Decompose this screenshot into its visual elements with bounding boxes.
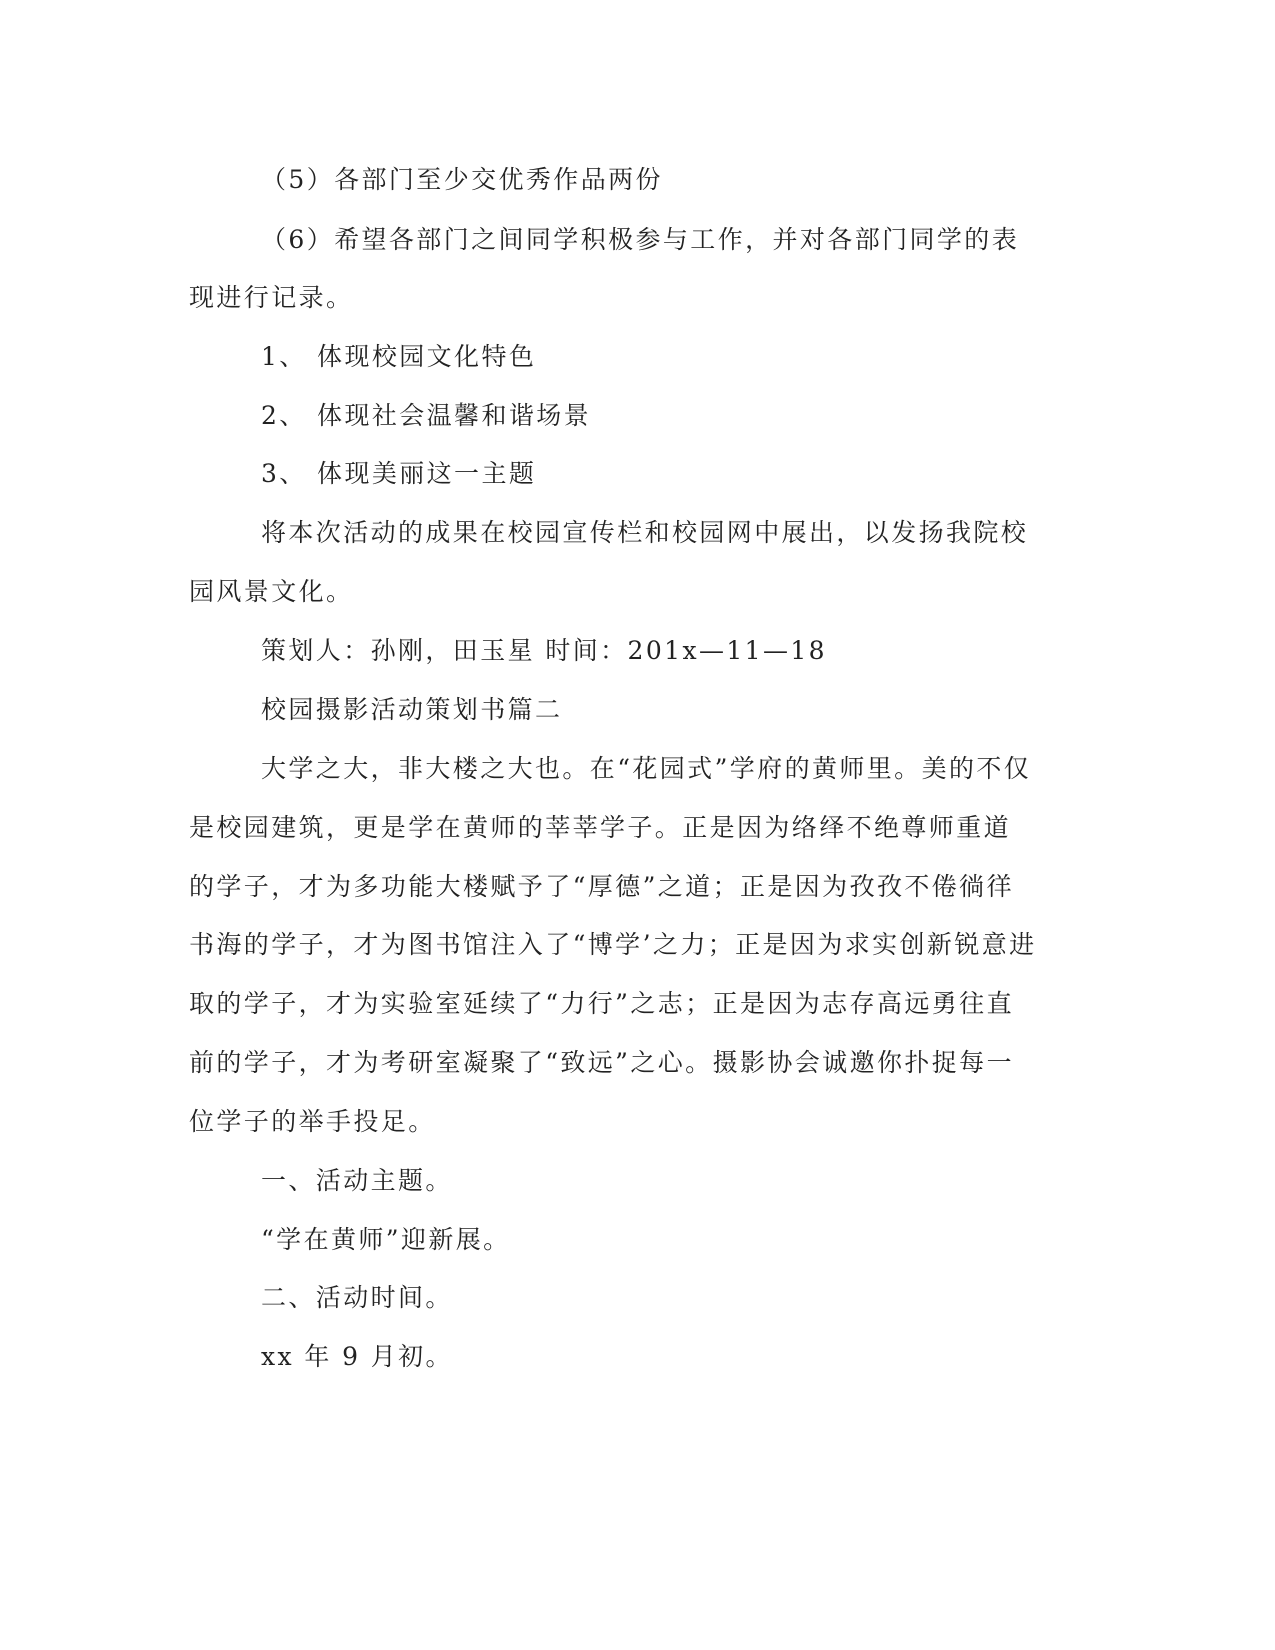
- intro-paragraph-line: 大学之大，非大楼之大也。在“花园式”学府的黄师里。美的不仅: [261, 754, 1032, 783]
- activity-time-value: xx 年 9 月初。: [261, 1342, 453, 1371]
- heading-activity-theme: 一、活动主题。: [261, 1166, 453, 1195]
- activity-theme-value: “学在黄师”迎新展。: [261, 1225, 511, 1254]
- paragraph-exhibition-continuation: 园风景文化。: [189, 577, 354, 606]
- list-item-6: （6）希望各部门之间同学积极参与工作，并对各部门同学的表: [261, 225, 1020, 254]
- point-3: 3、 体现美丽这一主题: [261, 459, 537, 488]
- intro-paragraph-line: 书海的学子，才为图书馆注入了“博学’之力；正是因为求实创新锐意进: [189, 930, 1037, 959]
- paragraph-exhibition: 将本次活动的成果在校园宣传栏和校园网中展出，以发扬我院校: [261, 518, 1029, 547]
- list-item-6-continuation: 现进行记录。: [189, 283, 354, 312]
- list-item-5: （5）各部门至少交优秀作品两份: [261, 165, 663, 194]
- section-title-part-two: 校园摄影活动策划书篇二: [261, 695, 563, 724]
- planner-and-date: 策划人：孙刚，田玉星 时间：201x—11—18: [261, 636, 827, 665]
- intro-paragraph-line: 是校园建筑，更是学在黄师的莘莘学子。正是因为络绎不绝尊师重道: [189, 813, 1012, 842]
- point-2: 2、 体现社会温馨和谐场景: [261, 401, 592, 430]
- point-1: 1、 体现校园文化特色: [261, 342, 537, 371]
- intro-paragraph-line: 位学子的举手投足。: [189, 1107, 436, 1136]
- intro-paragraph-line: 的学子，才为多功能大楼赋予了“厚德”之道；正是因为孜孜不倦徜徉: [189, 872, 1014, 901]
- intro-paragraph-line: 前的学子，才为考研室凝聚了“致远”之心。摄影协会诚邀你扑捉每一: [189, 1048, 1014, 1077]
- heading-activity-time: 二、活动时间。: [261, 1283, 453, 1312]
- intro-paragraph-line: 取的学子，才为实验室延续了“力行”之志；正是因为志存高远勇往直: [189, 989, 1014, 1018]
